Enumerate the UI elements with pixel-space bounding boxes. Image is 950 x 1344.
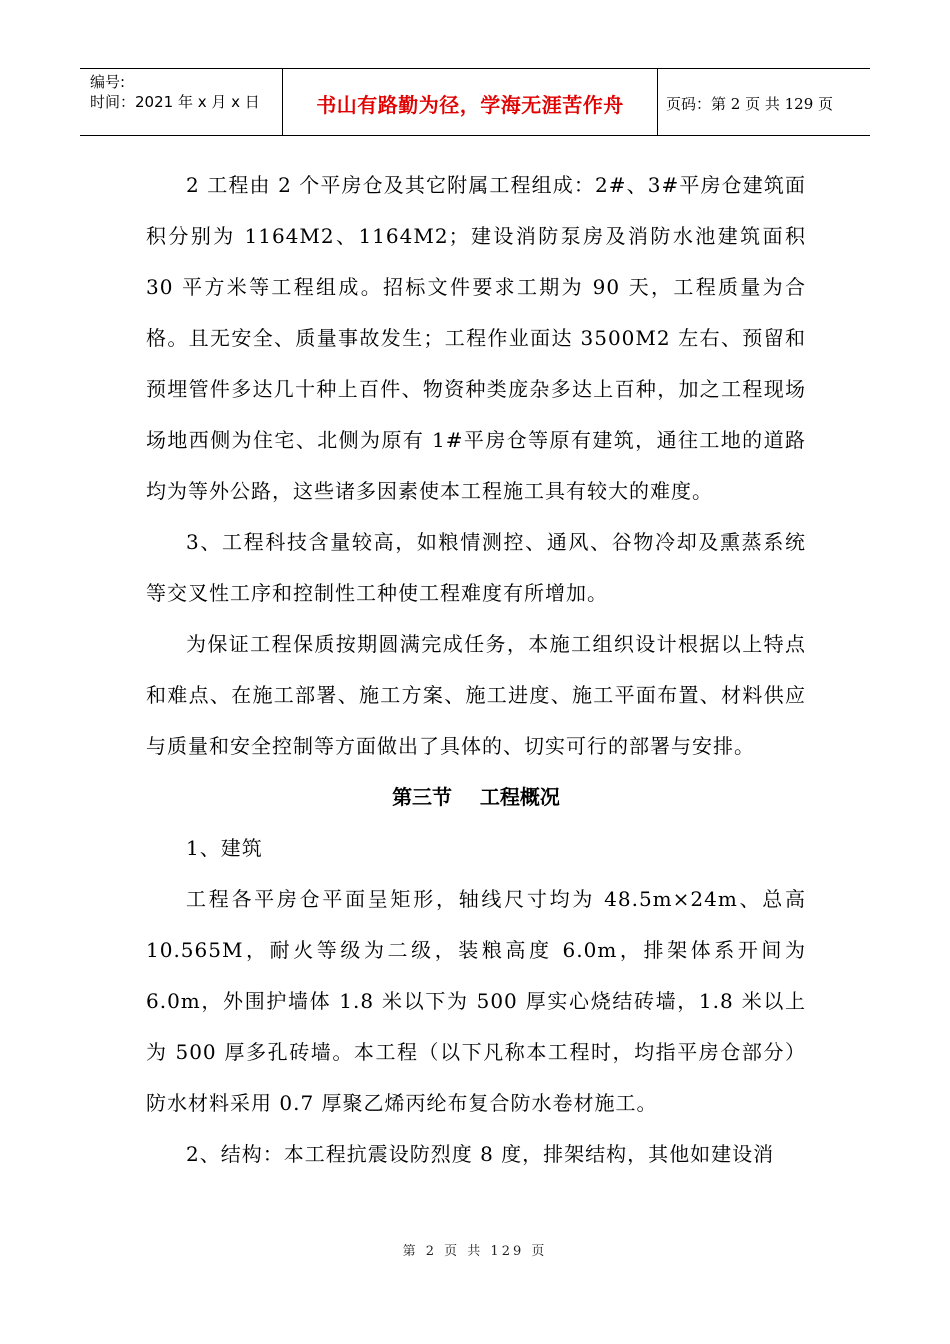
header-motto: 书山有路勤为径，学海无涯苦作舟	[316, 93, 624, 117]
paragraph-architecture-details: 工程各平房仓平面呈矩形，轴线尺寸均为 48.5m×24m、总高 10.565M，耐火等级为二级，装粮高度 6.0m，排架体系开间为 6.0m，外围护墙体 1.8 米以下为 500 厚实心烧结砖墙，1.8 米以上为 500 厚多孔砖墙。本工程（以下凡称本工程时，均指平房仓部分）防水材料采用 0.7 厚聚乙烯丙纶布复合防水卷材施工。	[146, 887, 806, 1115]
header-left-cell	[80, 69, 282, 135]
document-number-label: 编号:	[90, 73, 126, 91]
header-page-number: 页码：第 2 页 共 129 页	[666, 95, 834, 113]
paragraph-tech-content: 3、工程科技含量较高，如粮情测控、通风、谷物冷却及熏蒸系统等交叉性工序和控制性工种使工程难度有所增加。	[146, 530, 806, 605]
section-title: 第三节 工程概况	[392, 785, 560, 809]
paragraph-architecture-heading: 1、建筑	[186, 836, 263, 860]
paragraph-guarantee: 为保证工程保质按期圆满完成任务，本施工组织设计根据以上特点和难点、在施工部署、施工方案、施工进度、施工平面布置、材料供应与质量和安全控制等方面做出了具体的、切实可行的部署与安排。	[146, 632, 806, 758]
document-body	[146, 160, 806, 1180]
header-page-cell	[658, 69, 870, 135]
header-motto-cell	[282, 69, 658, 135]
paragraph-project-composition: 2 工程由 2 个平房仓及其它附属工程组成：2#、3#平房仓建筑面积分别为 1164M2、1164M2；建设消防泵房及消防水池建筑面积 30 平方米等工程组成。招标文件要求工期为 90 天，工程质量为合格。且无安全、质量事故发生；工程作业面达 3500M2 左右、预留和预埋管件多达几十种上百件、物资种类庞杂多达上百种，加之工程现场场地西侧为住宅、北侧为原有 1#平房仓等原有建筑，通往工地的道路均为等外公路，这些诸多因素使本工程施工具有较大的难度。	[146, 173, 806, 503]
page-footer: 第 2 页 共 129 页	[402, 1244, 548, 1259]
document-time-label: 时间：2021 年 x 月 x 日	[90, 93, 260, 111]
page-header	[80, 68, 870, 136]
paragraph-structure: 2、结构：本工程抗震设防烈度 8 度，排架结构，其他如建设消	[186, 1142, 775, 1166]
